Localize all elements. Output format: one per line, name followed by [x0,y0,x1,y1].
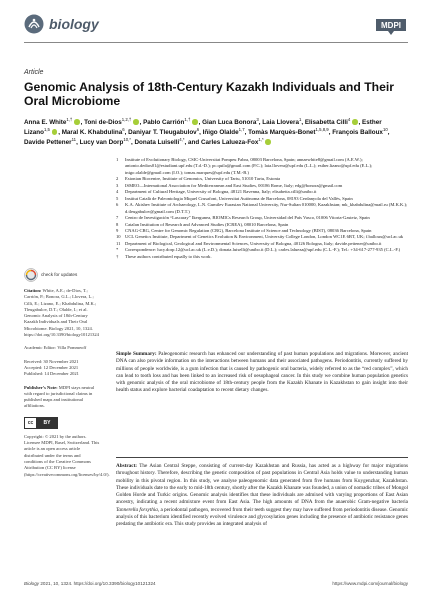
author-entry[interactable] [202,126,245,136]
author-name: Esther Lizano [24,119,382,136]
author-name: Maral K. Khabdulina [61,129,123,136]
check-updates-label: check for updates [41,272,78,278]
affiliation-number: 7 [116,215,119,221]
affiliation-text: Estonian Biocentre, Institute of Genomics, University of Tartu, 51010 Tartu, Estonia [125,176,281,182]
accepted-date: Accepted: 12 December 2021 [24,364,79,370]
author-entry[interactable] [134,136,185,146]
affiliation-number: 11 [116,240,121,246]
author-entry[interactable] [188,136,272,146]
author-name: François Balloux [332,129,383,136]
header-divider [24,42,408,43]
citation-label: Citation: [24,288,42,293]
author-entry[interactable] [332,126,388,136]
publisher-name: MDPI [381,21,401,30]
affiliation-text: Institute of Evolutionary Biology, CSIC-Universitat Pompeu Fabra, 08003 Barcelona, Spain; annaewhite8@gmail.com (A.E.W.); antonio.dedios01@estudiant.upf.edu (T.d.-D.); pc.quila@gmail.com (P.C.); laia.llovera@upf.edu (L.L.); esther.lizano@upf.edu (E.L.); inigo.olalde@gmail.com (I.O.); tomas.marques@upf.edu (T.M.-B.) [125,157,373,175]
affiliation-text: UCL Genetics Institute, Department of Genetics Evolution & Environment, University College London, London WC1E 6BT, UK; f.balloux@ucl.ac.uk [125,234,404,240]
affiliation-number: * [116,247,119,253]
affiliation-number: 4 [116,189,119,195]
published-date: Published: 14 December 2021 [24,371,79,377]
affiliation-number: 5 [116,195,119,201]
author-name: Gian Luca Bonora [202,119,257,126]
journal-logo[interactable] [24,14,99,34]
dates-block [24,359,100,378]
author-name: Davide Pettener [24,139,72,146]
affiliation-text: Centro de Investigación “Lascaray” Ikergunea, BIOMICs Research Group, Universidad del País Vasco, 01006 Vitoria-Gasteiz, Spain [125,215,370,221]
affiliation-number: 1 [116,157,119,162]
publisher-note [24,385,100,410]
affiliation-number: 2 [116,176,119,182]
author-entry[interactable] [61,126,125,136]
affiliation-text: Correspondence: lucy.dorp.12@ucl.ac.uk (L.v.D.); donata.luiselli@unibo.it (D.L.); carles.lalueza@upf.edu (C.L.-F.); Tel.: +34-617-277-935 (C.L.-F.) [125,247,401,253]
author-affiliation-marker: 6 [122,126,125,132]
author-entry[interactable] [24,116,81,126]
cc-by-license-badge[interactable] [24,417,58,429]
abstract-text-2: , a periodontal pathogen, recovered from their teeth suggest they may have suffered from periodontitis disease. Genomic analysis of this bacterium identified recently evolved virulence and glycosylation genes including the presence of antibiotic resistance genes predating the antibiotic era. This study provides an integrated analysis of [116,506,408,527]
author-name: Laia Llovera [262,119,299,126]
author-affiliation-marker: 6 [196,126,200,132]
author-entry[interactable] [84,116,139,126]
author-name: Toni de-Dios [84,119,122,126]
author-entry[interactable] [202,116,259,126]
affiliation-text: CNAG-CRG, Centre for Genomic Regulation (CRG), Barcelona Institute of Science and Technology (BIST), 08036 Barcelona, Spain [125,227,372,233]
affiliation-text: These authors contributed equally to this work. [125,253,212,259]
affiliation-text: Department of Cultural Heritage, University of Bologna, 48121 Ravenna, Italy; elisabetta.cilli@unibo.it [125,189,317,195]
footer-citation[interactable]: 2021, 10, 1324. https://doi.org/10.3390/biology10121324 [40,581,156,586]
received-date: Received: 30 November 2021 [24,358,79,364]
author-affiliation-marker: 1,† [66,116,73,122]
author-affiliation-marker: 1,* [258,136,264,142]
orcid-icon[interactable] [265,139,271,145]
abstract-label: Abstract: [116,463,138,469]
article-sidebar [24,268,110,485]
author-entry[interactable] [24,136,77,146]
citation-text[interactable]: White, A.E.; de-Dios, T.; Carrión, P.; Bonora, G.L.; Llovera, L.; Cilli, E.; Lizano, E.; Khabdulina, M.K.; Tleugabulov, D.T.; Olalde, I.; et al. Genomic Analysis of 18th-Century Kazakh Individuals and Their Oral Microbiome. Biology 2021, 10, 1324. https://doi.org/10.3390/biology10121324 [24,288,99,338]
orcid-icon[interactable] [352,119,358,125]
author-entry[interactable] [248,126,329,136]
affiliation-number: 6 [116,202,119,208]
simple-summary [116,351,408,395]
affiliation-text: ISMEO—International Association for Mediterranean and East Studies, 00186 Rome, Italy; edg@bonora@gmail.com [125,182,343,188]
footer-journal-url[interactable]: https://www.mdpi.com/journal/biology [332,581,408,586]
author-affiliation-marker: 10,* [123,136,131,142]
author-name: Daniyar T. Tleugabulov [128,129,197,136]
affiliation-number: † [116,253,119,259]
author-name: Anna E. White [24,119,67,126]
abstract-species: Tannerella forsythia [116,506,158,513]
author-affiliation-marker: 1,5 [43,126,50,132]
author-name: Elisabetta Cilli [304,119,348,126]
orcid-icon[interactable] [192,119,198,125]
author-entry[interactable] [262,116,302,126]
author-entry[interactable] [79,136,131,146]
author-name: Pablo Carrión [143,119,185,126]
author-name: Tomàs Marquès-Bonet [248,129,316,136]
author-name: and Carles Lalueza-Fox [188,139,259,146]
affiliation-text: Institut Català de Paleontologia Miquel Crusafont, Universitat Autònoma de Barcelona, 08193 Cerdanyola del Vallès, Spain [125,195,353,201]
author-affiliation-marker: 3 [256,116,259,122]
affiliation-number: 3 [116,182,119,188]
author-affiliation-marker: 10 [382,126,388,132]
author-list: Anna E. White$^{1,\dagger}$ , Toni de-Dios$^{1,2,\dagger}$ , Pablo Carrión$^{1,\dagger}$ , Gian Luca Bonora$^3$, Laia Llovera$^1$, Elisabetta Cilli$^4$ , Esther Lizano$^{1,5}$ , Maral K. Khabdulina$^6$, Daniyar T. Tleugabulov$^6$, Iñigo Olalde$^{1,7}$, Tomàs Marquès-Bonet$^{1,5,8,9}$, François Balloux$^{10}$, Davide Pettener$^{11}$, Lucy van Dorp$^{10,*}$, Donata Luiselli$^{4,*}$, and Carles Lalueza-Fox$^{1,*}$ [24,116,390,146]
publisher-note-label: Publisher’s Note: [24,384,58,390]
orcid-icon[interactable] [52,129,58,135]
page-header [24,11,408,37]
author-name: Lucy van Dorp [79,139,124,146]
author-entry[interactable] [128,126,200,136]
journal-name: biology [49,16,99,32]
affiliation-text: Department of Biological, Geological and Environmental Sciences, University of Bologna, 40126 Bologna, Italy; davide.pettener@unibo.it [125,240,382,246]
article-type: Article [24,69,44,76]
citation-block [24,288,100,338]
cc-icon: cc [25,418,37,428]
orcid-icon[interactable] [74,119,80,125]
author-affiliation-marker: 4,* [179,136,185,142]
affiliation-number: 8 [116,221,119,227]
author-entry[interactable] [143,116,199,126]
affiliation-text: K.A. Akishev Institute of Archaeology, L.N. Gumilev Eurasian National University, Nur-Sultan 010000, Kazakhstan; mk_khabdulina@mail.ru (M.K.K.); d.tleugabulov@gmail.com (D.T.T.) [125,202,408,214]
author-affiliation-marker: 1,7 [238,126,245,132]
check-updates-button[interactable] [24,268,100,282]
affiliation-text: Catalan Institution of Research and Advanced Studies (ICREA), 08010 Barcelona, Spain [125,221,289,227]
affiliation-item [116,157,408,176]
mdpi-logo-icon[interactable] [374,17,408,37]
summary-abstract-divider [116,457,408,458]
abstract-text-1: The Asian Central Steppe, consisting of current-day Kazakhstan and Russia, has acted as a highway for major migrations throughout history. Therefore, describing the genetic composition of past populations in Central Asia holds value to understanding human mobility in this pivotal region. In this study, we analyse paleogenomic data generated from five humans from Kuygenzhar, Kazakhstan. These individuals date to the early to mid-18th century, shortly after the Kazakh Khanate was founded, a union of nomadic tribes of Mongol Golden Horde and Turkic origins. Genomic analysis identifies that these individuals are admixed with varying proportions of East Asian ancestry, indicating a recent admixture event from East Asia. The high amounts of DNA from the anaerobic Gram-negative bacteria [116,463,409,506]
affiliation-item [116,254,408,260]
affiliation-list [116,157,408,260]
author-affiliation-marker: 1 [298,116,302,122]
footer-journal: Biology [24,581,40,586]
page-footer [24,581,156,586]
simple-summary-label: Simple Summary: [116,351,157,357]
publisher-note-text: MDPI stays neutral with regard to jurisdictional claims in published maps and institutional affiliations. [24,384,95,409]
affiliation-number: 9 [116,227,119,233]
article-title: Genomic Analysis of 18th-Century Kazakh Individuals and Their Oral Microbiome [24,80,394,108]
check-updates-icon [24,268,38,282]
copyright-text: Copyright: © 2021 by the authors. Licensee MDPI, Basel, Switzerland. This article is an open access article distributed under the terms and conditions of the Creative Commons Attribution (CC BY) license (https://creativecommons.org/licenses/by/4.0/). [24,433,110,477]
author-affiliation-marker: 11 [71,136,77,142]
author-affiliation-marker: 1,† [184,116,191,122]
by-icon: BY [37,418,57,428]
affiliation-item [116,202,408,215]
academic-editor: Academic Editor: Villa Pommeoff [24,345,87,351]
simple-summary-text: Paleogenomic research has enhanced our understanding of past human populations and migrations. Moreover, ancient DNA can also provide information on the interactions between humans and their associated pathogens. Periodontitis, currently suffered by millions of people worldwide, is a gum infection that is caused by pathogenic oral bacteria, widely referred to as the “red complex”, which can lead to tooth loss and has been linked to an increased risk of oesophageal cancer. In this study we combine human population genetics with genomic analysis of the oral microbiome of 18th-century people from the Kazakh Khanate in Kazakhstan to gain insight into their health status and explore bacterial coadaptation to recent dietary changes. [116,351,409,394]
author-affiliation-marker: 1,5,8,9 [315,126,329,132]
author-name: Donata Luiselli [134,139,180,146]
abstract [116,463,408,528]
author-name: Iñigo Olalde [202,129,239,136]
orcid-icon[interactable] [133,119,139,125]
journal-logo-icon [24,14,44,34]
author-affiliation-marker: 1,2,† [121,116,132,122]
author-affiliation-marker: 4 [347,116,351,122]
author-entry[interactable] [304,116,359,126]
affiliation-number: 10 [116,234,121,240]
